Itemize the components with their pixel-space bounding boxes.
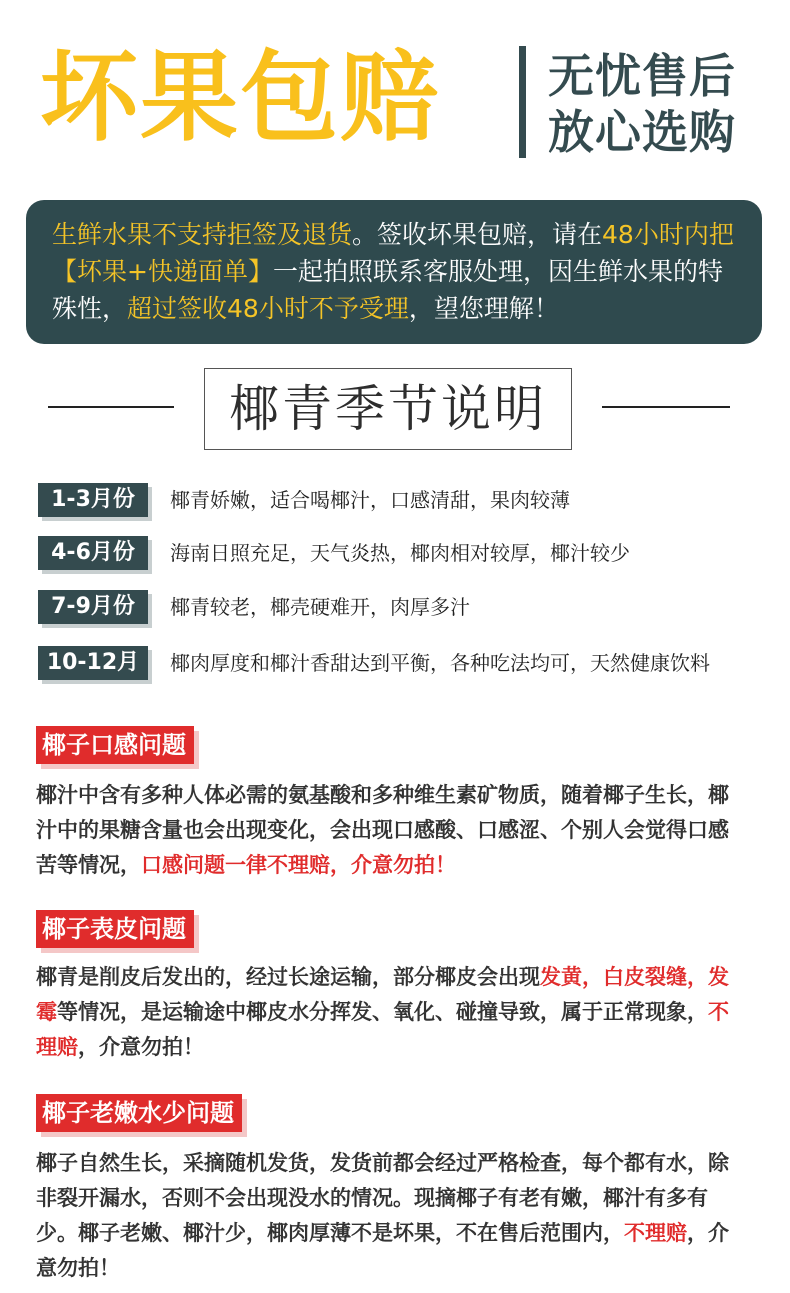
hero-subtitle-line2: 放心选购	[548, 105, 736, 159]
problem-segment: 椰子自然生长，采摘随机发货，发货前都会经过严格检查，每个都有水，除非裂开漏水，否则不会出现没水的情况。现摘椰子有老有嫩，椰汁有多有少。椰子老嫩、椰汁少，椰肉厚薄不是坏果，不在售后范围内，	[36, 1151, 729, 1245]
problem-segment: 椰青是削皮后发出的，经过长途运输，部分椰皮会出现	[36, 965, 540, 989]
season-description: 椰青较老，椰壳硬难开，肉厚多汁	[170, 595, 470, 619]
notice-segment: 一起拍照联系客服处理，因生鲜水果的特殊性，	[52, 257, 723, 323]
problem-segment: 椰汁中含有多种人体必需的氨基酸和多种维生素矿物质，随着椰子生长，椰汁中的果糖含量也会出现变化，会出现口感酸、口感涩、个别人会觉得口感苦等情况，	[36, 783, 729, 877]
season-row	[38, 536, 790, 572]
season-row	[38, 646, 790, 682]
season-row	[38, 590, 790, 626]
season-badge: 1-3月份	[38, 483, 148, 517]
problem-warning: 不理赔	[36, 1000, 729, 1059]
hero-banner	[0, 0, 790, 190]
problem-segment: ，介意勿拍！	[36, 1221, 729, 1280]
hero-title: 坏果包赔	[40, 41, 441, 155]
problem-warning: 发黄，白皮裂缝，发霉	[36, 965, 729, 1024]
notice-segment: ，望您理解！	[408, 294, 559, 323]
problem-tag-taste: 椰子口感问题	[36, 726, 194, 764]
problem-text-skin	[36, 960, 748, 1065]
problem-text-maturity	[36, 1146, 748, 1286]
season-section-header	[0, 368, 790, 452]
problem-segment: 等情况，是运输途中椰皮水分挥发、氧化、碰撞导致，属于正常现象，	[57, 1000, 708, 1024]
season-badge: 7-9月份	[38, 590, 148, 624]
notice-text	[52, 216, 738, 327]
problem-tag-maturity: 椰子老嫩水少问题	[36, 1094, 242, 1132]
after-sales-notice	[26, 200, 762, 344]
season-description: 椰肉厚度和椰汁香甜达到平衡，各种吃法均可，天然健康饮料	[170, 651, 710, 675]
divider-line	[602, 406, 730, 408]
season-row	[38, 483, 790, 519]
notice-highlight: 超过签收48小时不予受理	[127, 294, 409, 323]
season-description: 椰青娇嫩，适合喝椰汁，口感清甜，果肉较薄	[170, 488, 570, 512]
problem-text-taste	[36, 778, 748, 883]
notice-highlight: 48小时内把【坏果+快递面单】	[52, 220, 734, 286]
problem-segment: ，介意勿拍！	[78, 1035, 204, 1059]
season-badge: 4-6月份	[38, 536, 148, 570]
notice-highlight: 生鲜水果不支持拒签及退货	[52, 220, 353, 249]
divider-line	[48, 406, 174, 408]
notice-segment: 。签收坏果包赔，请在	[352, 220, 603, 249]
hero-subtitle-line1: 无忧售后	[548, 49, 736, 103]
section-title: 椰青季节说明	[229, 380, 547, 438]
season-description: 海南日照充足，天气炎热，椰肉相对较厚，椰汁较少	[170, 541, 630, 565]
problem-tag-skin: 椰子表皮问题	[36, 910, 194, 948]
section-title-box	[204, 368, 572, 450]
problem-warning: 口感问题一律不理赔，介意勿拍！	[141, 853, 456, 877]
hero-divider	[519, 46, 526, 158]
season-badge: 10-12月	[38, 646, 148, 680]
problem-warning: 不理赔	[624, 1221, 687, 1245]
